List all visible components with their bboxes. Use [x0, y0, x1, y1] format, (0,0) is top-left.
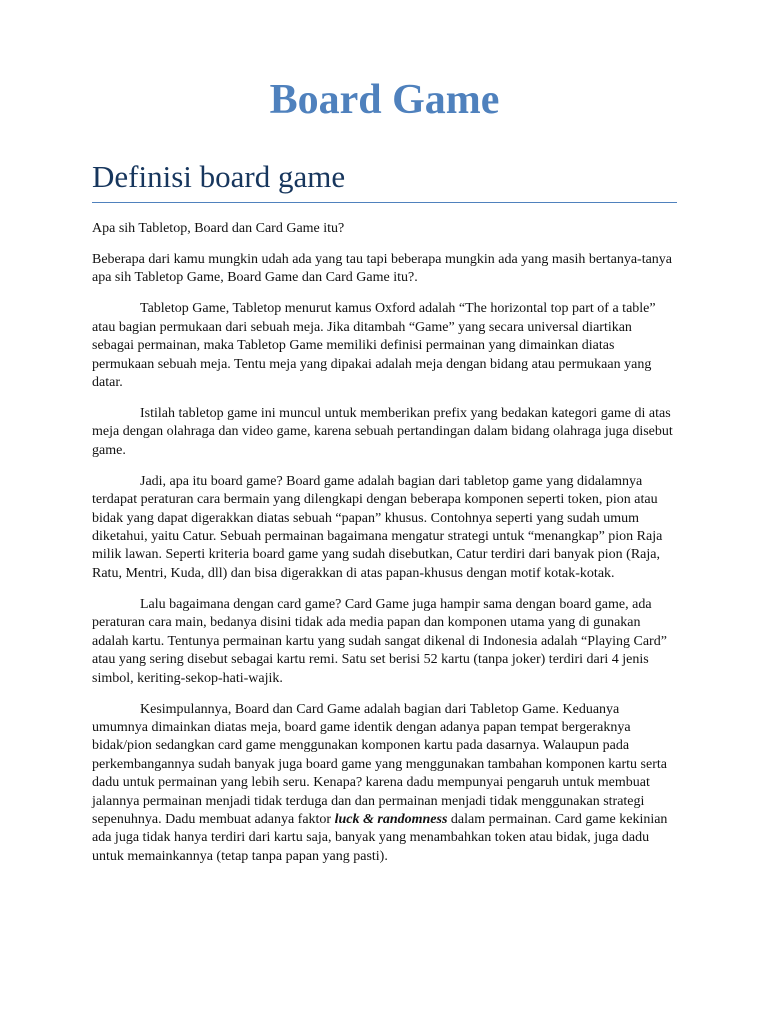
conclusion-text-after: dalam permainan. Card game kekinian ada juga tidak hanya terdiri dari kartu saja, banyak yang menambahkan token atau bidak, juga dadu untuk memainkannya (tetap tanpa papan yang pasti).: [92, 811, 668, 864]
conclusion-emphasis: luck & randomness: [334, 811, 448, 827]
paragraph-intro: Beberapa dari kamu mungkin udah ada yang tau tapi beberapa mungkin ada yang masih bertanya-tanya apa sih Tabletop Game, Board Game dan Card Game itu?.: [92, 252, 673, 286]
paragraph-intro-question: Apa sih Tabletop, Board dan Card Game itu?: [92, 221, 345, 236]
conclusion-text-before: Kesimpulannya, Board dan Card Game adalah bagian dari Tabletop Game. Keduanya umumnya dimainkan diatas meja, board game identik dengan adanya papan tempat bergeraknya bidak/pion sedangkan card game menggunakan komponen kartu pada dasarnya. Walaupun pada perkembangannya sudah banyak juga board game yang menggunakan tambahan komponen kartu serta dadu untuk permainan yang lebih seru. Kenapa? karena dadu mempunyai pengaruh untuk membuat jalannya permainan menjadi tidak terduga dan dan permainan menjadi tidak menggunakan strategi sepenuhnya. Dadu membuat adanya faktor: [92, 701, 667, 827]
document-title: Board Game: [269, 77, 500, 123]
paragraph-tabletop-term: Istilah tabletop game ini muncul untuk memberikan prefix yang bedakan kategori game di atas meja dengan olahraga dan video game, karena sebuah pertandingan dalam bidang olahraga juga disebut game.: [92, 406, 673, 458]
paragraph-conclusion: [92, 701, 677, 867]
document-body: [92, 220, 677, 866]
paragraph-card-game: Lalu bagaimana dengan card game? Card Game juga hampir sama dengan board game, ada peraturan cara main, bedanya disini tidak ada media papan dan komponen utama yang di gunakan adalah kartu. Tentunya permainan kartu yang sudah sangat dikenal di Indonesia adalah “Playing Card” atau yang sering disebut sebagai kartu remi. Satu set berisi 52 kartu (tanpa joker) terdiri dari 4 jenis simbol, keriting-sekop-hati-wajik.: [92, 596, 667, 686]
section-heading: Definisi board game: [92, 158, 677, 203]
paragraph-tabletop-definition: Tabletop Game, Tabletop menurut kamus Oxford adalah “The horizontal top part of a table” atau bagian permukaan dari sebuah meja. Jika ditambah “Game” yang secara universal diartikan sebagai permainan, maka Tabletop Game memiliki definisi permainan yang dimainkan diatas permukaan sebuah meja. Tentu meja yang dipakai adalah meja dengan bidang atau permukaan yang datar.: [92, 301, 656, 391]
paragraph-board-game: Jadi, apa itu board game? Board game adalah bagian dari tabletop game yang didalamnya terdapat peraturan cara bermain yang dilengkapi dengan beberapa komponen seperti token, pion atau bidak yang dapat digerakkan diatas sebuah “papan” khusus. Contohnya seperti yang sudah umum diketahui, yaitu Catur. Sebuah permainan bagaimana mengatur strategi untuk “menangkap” pion Raja milik lawan. Seperti kriteria board game yang sudah disebutkan, Catur terdiri dari banyak pion (Raja, Ratu, Mentri, Kuda, dll) dan bisa digerakkan di atas papan-khusus dengan motif kotak-kotak.: [92, 473, 663, 581]
